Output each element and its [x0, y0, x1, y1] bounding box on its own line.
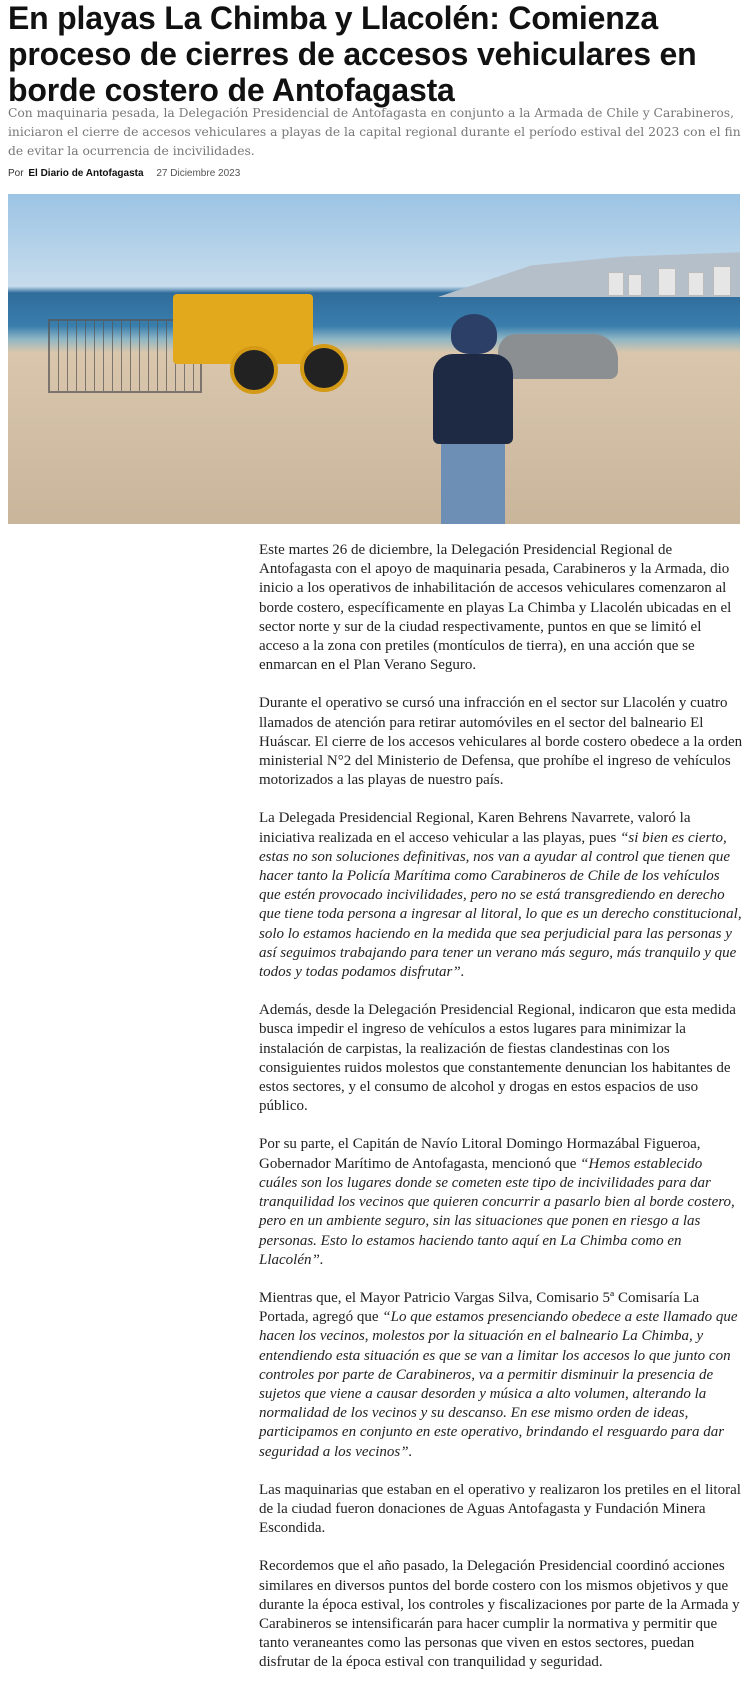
article-photo: [8, 194, 740, 524]
photo-building: [658, 268, 676, 296]
byline-prefix: Por: [8, 168, 24, 179]
photo-building: [628, 274, 642, 296]
photo-wheel: [300, 344, 348, 392]
photo-wheel: [230, 346, 278, 394]
paragraph: [259, 1135, 743, 1269]
article-subtitle: Con maquinaria pesada, la Delegación Presidencial de Antofagasta en conjunto a la Armada de Chile y Carabineros, iniciaron el cierre de accesos vehiculares a playas de la capital regional durante el período estival del 2023 con el fin de evitar la ocurrencia de incivilidades.: [8, 106, 741, 158]
paragraph-text: Recordemos que el año pasado, la Delegación Presidencial coordinó acciones similares en diversos puntos del borde costero con los mismos objetivos y que durante la época estival, los controles y fiscalizaciones por parte de la Armada y Carabineros se intensificarán para hacer cumplir la normativa y permitir que tanto veraneantes como las personas que viven en estos sectores, puedan disfrutar de la época estival con tranquilidad y seguridad.: [259, 1558, 740, 1671]
paragraph: [259, 1557, 743, 1672]
paragraph: [259, 809, 743, 982]
paragraph: [259, 541, 743, 675]
paragraph: [259, 1289, 743, 1462]
paragraph-text: Mientras que, el Mayor Patricio Vargas Silva, Comisario 5ª Comisaría La Portada, agregó que: [259, 1289, 700, 1326]
paragraph-text: Este martes 26 de diciembre, la Delegación Presidencial Regional de Antofagasta con el apoyo de maquinaria pesada, Carabineros y la Armada, dio inicio a los operativos de inhabilitación de accesos vehiculares comenzaron al borde costero, específicamente en playas La Chimba y Llacolén ubicadas en el sector norte y sur de la ciudad respectivamente, puntos en que se limitó el acceso a la zona con pretiles (montículos de tierra), en una acción que se enmarcan en el Plan Verano Seguro.: [259, 542, 732, 674]
paragraph-quote: “Lo que estamos presenciando obedece a este llamado que hacen los vecinos, molestos por la situación en el balneario La Chimba, y entendiendo esta situación es que se van a limitar los accesos lo que junto con controles por parte de Carabineros, va a permitir disminuir la presencia de sujetos que viene a causar desorden y música a alto volumen, alterando la normalidad de los vecinos y su descanso. En ese mismo orden de ideas, participamos en conjunto en este operativo, brindando el resguardo para dar seguridad a los vecinos”.: [259, 1309, 738, 1460]
paragraph-text: La Delegada Presidencial Regional, Karen Behrens Navarrete, valoró la iniciativa realizada en el acceso vehicular a las playas, pues: [259, 810, 691, 846]
byline: [8, 168, 240, 179]
photo-building: [608, 272, 624, 296]
article-headline: En playas La Chimba y Llacolén: Comienza proceso de cierres de accesos vehiculares en borde costero de Antofagasta: [8, 0, 697, 108]
article-body: [259, 541, 743, 1692]
paragraph-text: Además, desde la Delegación Presidencial Regional, indicaron que esta medida busca impedir el ingreso de vehículos a estos lugares para minimizar la instalación de carpistas, la realización de fiestas clandestinas con los consiguientes ruidos molestos que constantemente denuncian los habitantes de estos sectores, y el consumo de alcohol y drogas en estos espacios de uso público.: [259, 1002, 736, 1115]
photo-building: [688, 272, 704, 296]
photo-person: [423, 314, 523, 524]
paragraph: [259, 1001, 743, 1116]
paragraph: [259, 1481, 743, 1539]
photo-building: [713, 266, 731, 296]
paragraph-quote: “Hemos establecido cuáles son los lugares donde se cometen este tipo de incivilidades para dar tranquilidad los vecinos que quieren concurrir a pasarlo bien al borde costero, pero en un ambiente seguro, sin las situaciones que ponen en riesgo a las personas. Esto lo estamos haciendo tanto aquí en La Chimba como en Llacolén”.: [259, 1155, 735, 1268]
paragraph-text: Las maquinarias que estaban en el operativo y realizaron los pretiles en el litoral de la ciudad fueron donaciones de Aguas Antofagasta y Fundación Minera Escondida.: [259, 1481, 741, 1537]
paragraph-quote: “si bien es cierto, estas no son soluciones definitivas, nos van a ayudar al control que tienen que hacer tanto la Policía Marítima como Carabineros de Chile de los vehículos que estén provocado incivilidades, pero no se está transgrediendo en derecho que tiene toda persona a ingresar al litoral, lo que es un derecho constitucional, solo lo estamos haciendo en la medida que sea perjudicial para las personas y así seguimos trabajando para tener un verano más seguro, más tranquilo y que todos y todas podamos disfrutar”.: [259, 829, 742, 981]
paragraph-text: Durante el operativo se cursó una infracción en el sector sur Llacolén y cuatro llamados de atención para retirar automóviles en el sector del balneario El Huáscar. El cierre de los accesos vehiculares al borde costero obedece a la orden ministerial N°2 del Ministerio de Defensa, que prohíbe el ingreso de vehículos motorizados a las playas de nuestro país.: [259, 695, 743, 789]
paragraph: [259, 694, 743, 790]
paragraph-text: Por su parte, el Capitán de Navío Litoral Domingo Hormazábal Figueroa, Gobernador Marítimo de Antofagasta, mencionó que: [259, 1136, 701, 1172]
publish-date: 27 Diciembre 2023: [156, 168, 241, 179]
byline-author[interactable]: El Diario de Antofagasta: [28, 168, 144, 179]
